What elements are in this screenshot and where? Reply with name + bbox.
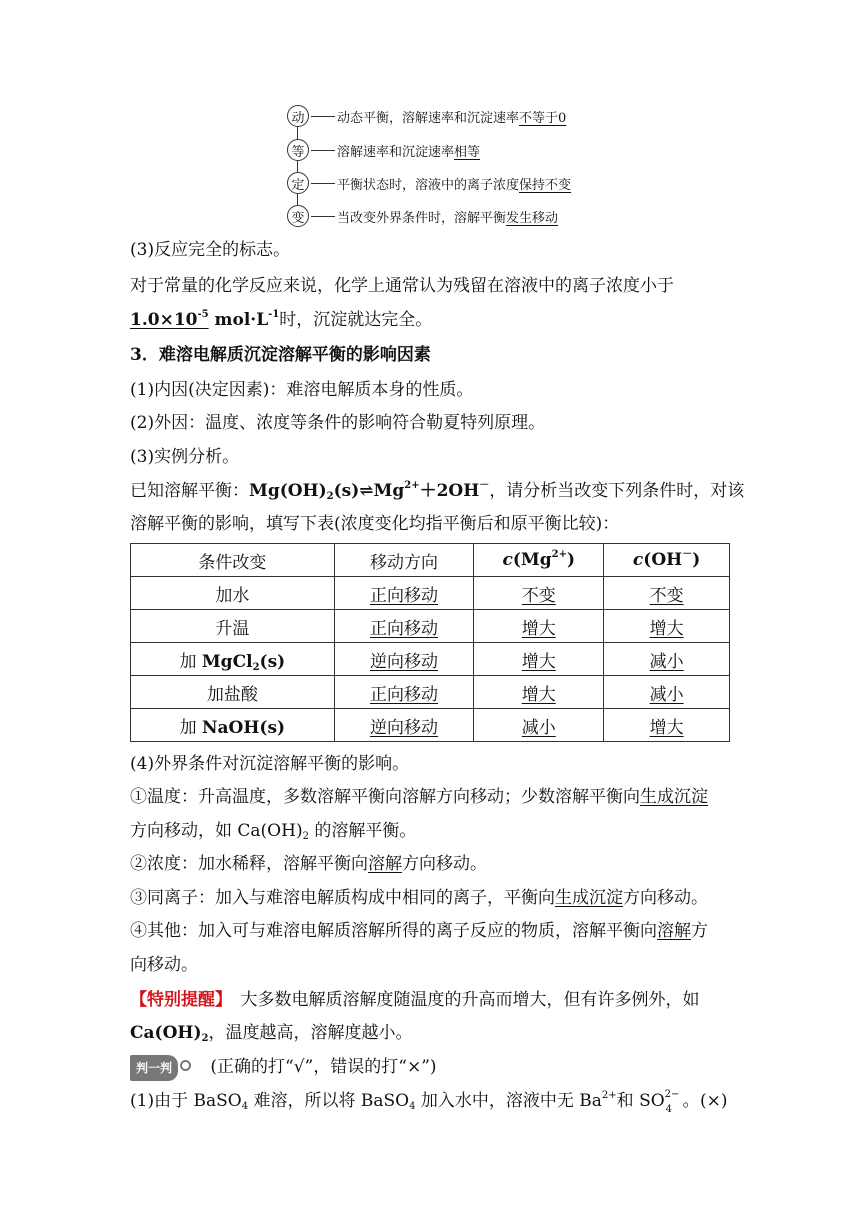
diagram-row <box>287 104 566 128</box>
table-row <box>131 676 730 709</box>
diagram-row <box>287 138 480 162</box>
table-cell: 减小 <box>474 709 604 742</box>
paragraph: ③同离子：加入与难溶电解质构成中相同的离子，平衡向生成沉淀方向移动。 <box>130 888 708 908</box>
threshold-value: $1.0\times 10^{-5}$ <box>130 309 209 330</box>
diagram-text: 当改变外界条件时，溶解平衡 <box>337 210 507 226</box>
paragraph: ①温度：升高温度，多数溶解平衡向溶解方向移动；少数溶解平衡向生成沉淀 <box>130 787 708 807</box>
table-row <box>131 643 730 676</box>
judge-heading: 判一判 (正确的打“√”，错误的打“×”) <box>130 1055 730 1081</box>
paragraph: 向移动。 <box>130 955 198 975</box>
paragraph: ④其他：加入可与难溶电解质溶解所得的离子反应的物质，溶解平衡向溶解方 <box>130 921 708 941</box>
table-cell: 不变 <box>604 577 730 610</box>
table-cell: 正向移动 <box>334 676 474 709</box>
diagram-dash <box>311 116 335 117</box>
judge-badge: 判一判 <box>130 1055 178 1081</box>
table-row <box>131 577 730 610</box>
diagram-circle: 等 <box>287 139 309 161</box>
badge-dot-icon <box>180 1060 191 1071</box>
paragraph: 对于常量的化学反应来说，化学上通常认为残留在溶液中的离子浓度小于 <box>130 276 674 296</box>
table-cell: 增大 <box>604 610 730 643</box>
table-cell: 加 MgCl$_2$(s) <box>131 643 335 676</box>
table-header: c(OH－) <box>604 544 730 577</box>
table-cell: 升温 <box>131 610 335 643</box>
diagram-circle: 定 <box>287 172 309 194</box>
table-cell: 增大 <box>474 643 604 676</box>
table-cell: 不变 <box>474 577 604 610</box>
diagram-text: 动态平衡，溶解速率和沉淀速率 <box>337 110 520 126</box>
table-cell: 逆向移动 <box>334 643 474 676</box>
table-header: 条件改变 <box>131 544 335 577</box>
table-cell: 增大 <box>474 676 604 709</box>
table-cell: 加 NaOH(s) <box>131 709 335 742</box>
section-heading: 3．难溶电解质沉淀溶解平衡的影响因素 <box>130 345 431 365</box>
paragraph: (2)外因：温度、浓度等条件的影响符合勒夏特列原理。 <box>130 413 546 433</box>
paragraph: 方向移动，如 $Ca(OH)_2$ 的溶解平衡。 <box>130 821 417 842</box>
table-row <box>131 709 730 742</box>
equilibrium-table <box>130 543 730 742</box>
tip: $Ca(OH)_2$，温度越高，溶解度越小。 <box>130 1023 413 1044</box>
diagram-emph: 相等 <box>454 144 481 160</box>
question: (1)由于 BaSO$_4$ 难溶，所以将 BaSO$_4$ 加入水中，溶液中无 $Ba^{2+}$和 SO 2− 4 。 <box>130 1089 700 1115</box>
diagram-dash <box>311 183 335 184</box>
paragraph: (3)实例分析。 <box>130 447 240 467</box>
diagram-row <box>287 204 558 228</box>
diagram-dash <box>311 150 335 151</box>
table-cell: 正向移动 <box>334 610 474 643</box>
subsection-heading: (4)外界条件对沉淀溶解平衡的影响。 <box>130 754 410 774</box>
table-header: 移动方向 <box>334 544 474 577</box>
table-cell: 增大 <box>604 709 730 742</box>
equation-line: 已知溶解平衡：$Mg(OH)_2(s)\rightleftharpoons Mg^{2+}+2OH^-$，请分析当改变下列条件时，对该 <box>130 480 745 502</box>
paragraph: (1)内因(决定因素)：难溶电解质本身的性质。 <box>130 380 474 400</box>
diagram-emph: 保持不变 <box>519 177 572 193</box>
table-cell: 加盐酸 <box>131 676 335 709</box>
paragraph: ②浓度：加水稀释，溶解平衡向溶解方向移动。 <box>130 854 487 874</box>
table-header-row <box>131 544 730 577</box>
diagram-dash <box>311 216 335 217</box>
table-row <box>131 610 730 643</box>
diagram-text: 平衡状态时，溶液中的离子浓度 <box>337 177 520 193</box>
tip-label: 【特别提醒】 <box>130 990 224 1010</box>
diagram-emph: 不等于0 <box>519 110 567 126</box>
paragraph: 溶解平衡的影响，填写下表(浓度变化均指平衡后和原平衡比较)： <box>130 514 620 534</box>
table-cell: 正向移动 <box>334 577 474 610</box>
question-answer: (×) <box>700 1091 728 1111</box>
tip: 【特别提醒】 大多数电解质溶解度随温度的升高而增大，但有许多例外，如 <box>130 990 700 1010</box>
diagram-circle: 变 <box>287 205 309 227</box>
diagram-row <box>287 171 571 195</box>
table-cell: 增大 <box>474 610 604 643</box>
table-cell: 加水 <box>131 577 335 610</box>
table-cell: 逆向移动 <box>334 709 474 742</box>
table-cell: 减小 <box>604 643 730 676</box>
subsection-heading: (3)反应完全的标志。 <box>130 240 291 260</box>
equation: $Mg(OH)_2(s)\rightleftharpoons Mg^{2+}+2OH^-$ <box>249 480 490 502</box>
diagram-circle: 动 <box>287 105 309 127</box>
diagram-emph: 发生移动 <box>506 210 559 226</box>
paragraph: $1.0\times 10^{-5}$ $mol\cdot L^{-1}$时，沉淀就达完全。 <box>130 309 433 330</box>
table-cell: 减小 <box>604 676 730 709</box>
diagram-text: 溶解速率和沉淀速率 <box>337 144 455 160</box>
table-header: $c(Mg^{2+})$ <box>474 544 604 577</box>
